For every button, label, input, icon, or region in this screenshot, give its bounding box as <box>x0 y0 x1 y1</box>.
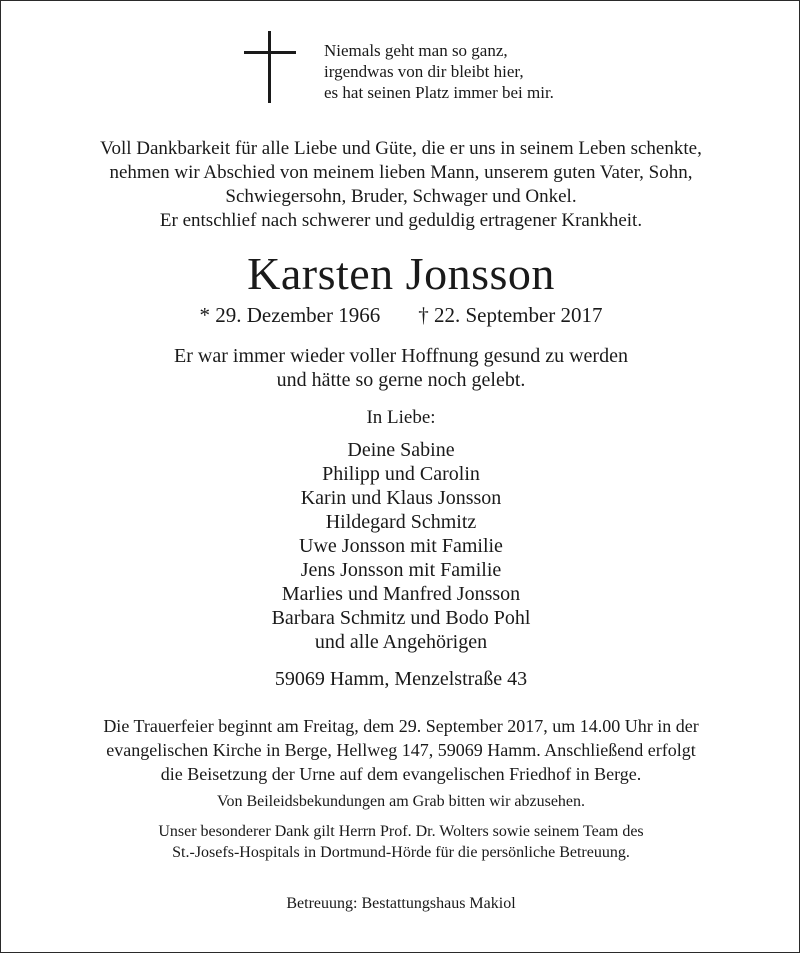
condolence-note: Von Beileidsbekundungen am Grab bitten wir abzusehen. <box>216 793 586 810</box>
intro-line: Voll Dankbarkeit für alle Liebe und Güte, die er uns in seinem Leben schenkte, <box>100 138 702 159</box>
service-info <box>1 714 800 786</box>
mourner: Karin und Klaus Jonsson <box>300 487 502 509</box>
hope-line: und hätte so gerne noch gelebt. <box>276 369 526 391</box>
hope-text <box>1 344 800 392</box>
intro-line: nehmen wir Abschied von meinem lieben Mann, unserem guten Vater, Sohn, <box>109 162 693 183</box>
mourners-list <box>1 438 800 654</box>
thanks-line: Unser besonderer Dank gilt Herrn Prof. Dr. Wolters sowie seinem Team des <box>158 823 644 840</box>
cross-icon <box>244 31 296 103</box>
mourner: Hildegard Schmitz <box>325 511 477 533</box>
family-address: 59069 Hamm, Menzelstraße 43 <box>274 668 528 690</box>
deceased-name: Karsten Jonsson <box>247 248 555 299</box>
mourner: Deine Sabine <box>347 439 455 461</box>
intro-line: Er entschlief nach schwerer und geduldig ertragener Krankheit. <box>159 210 643 231</box>
mourner: Uwe Jonsson mit Familie <box>299 535 503 557</box>
service-line: die Beisetzung der Urne auf dem evangelischen Friedhof in Berge. <box>160 764 642 784</box>
thanks-line: St.-Josefs-Hospitals in Dortmund-Hörde für die persönliche Betreuung. <box>172 844 630 861</box>
service-line: evangelischen Kirche in Berge, Hellweg 147, 59069 Hamm. Anschließend erfolgt <box>106 740 696 760</box>
intro-line: Schwiegersohn, Bruder, Schwager und Onkel. <box>225 186 577 207</box>
mourner: Marlies und Manfred Jonsson <box>281 583 521 605</box>
poem-line: Niemals geht man so ganz, <box>324 41 508 60</box>
birth-date: * 29. Dezember 1966 <box>199 303 381 327</box>
death-date: † 22. September 2017 <box>418 303 603 327</box>
intro-text <box>1 137 800 233</box>
mourner: und alle Angehörigen <box>314 631 488 653</box>
mourner: Philipp und Carolin <box>322 463 480 485</box>
thanks-text <box>1 821 800 863</box>
undertaker-credit: Betreuung: Bestattungshaus Makiol <box>286 895 516 912</box>
hope-line: Er war immer wieder voller Hoffnung gesund zu werden <box>174 345 628 367</box>
love-heading: In Liebe: <box>366 407 436 428</box>
poem <box>324 40 554 103</box>
life-dates <box>1 301 800 329</box>
poem-line: es hat seinen Platz immer bei mir. <box>324 83 554 102</box>
mourner: Barbara Schmitz und Bodo Pohl <box>271 607 531 629</box>
mourner: Jens Jonsson mit Familie <box>300 559 502 581</box>
poem-line: irgendwas von dir bleibt hier, <box>324 62 524 81</box>
service-line: Die Trauerfeier beginnt am Freitag, dem 29. September 2017, um 14.00 Uhr in der <box>103 716 699 736</box>
